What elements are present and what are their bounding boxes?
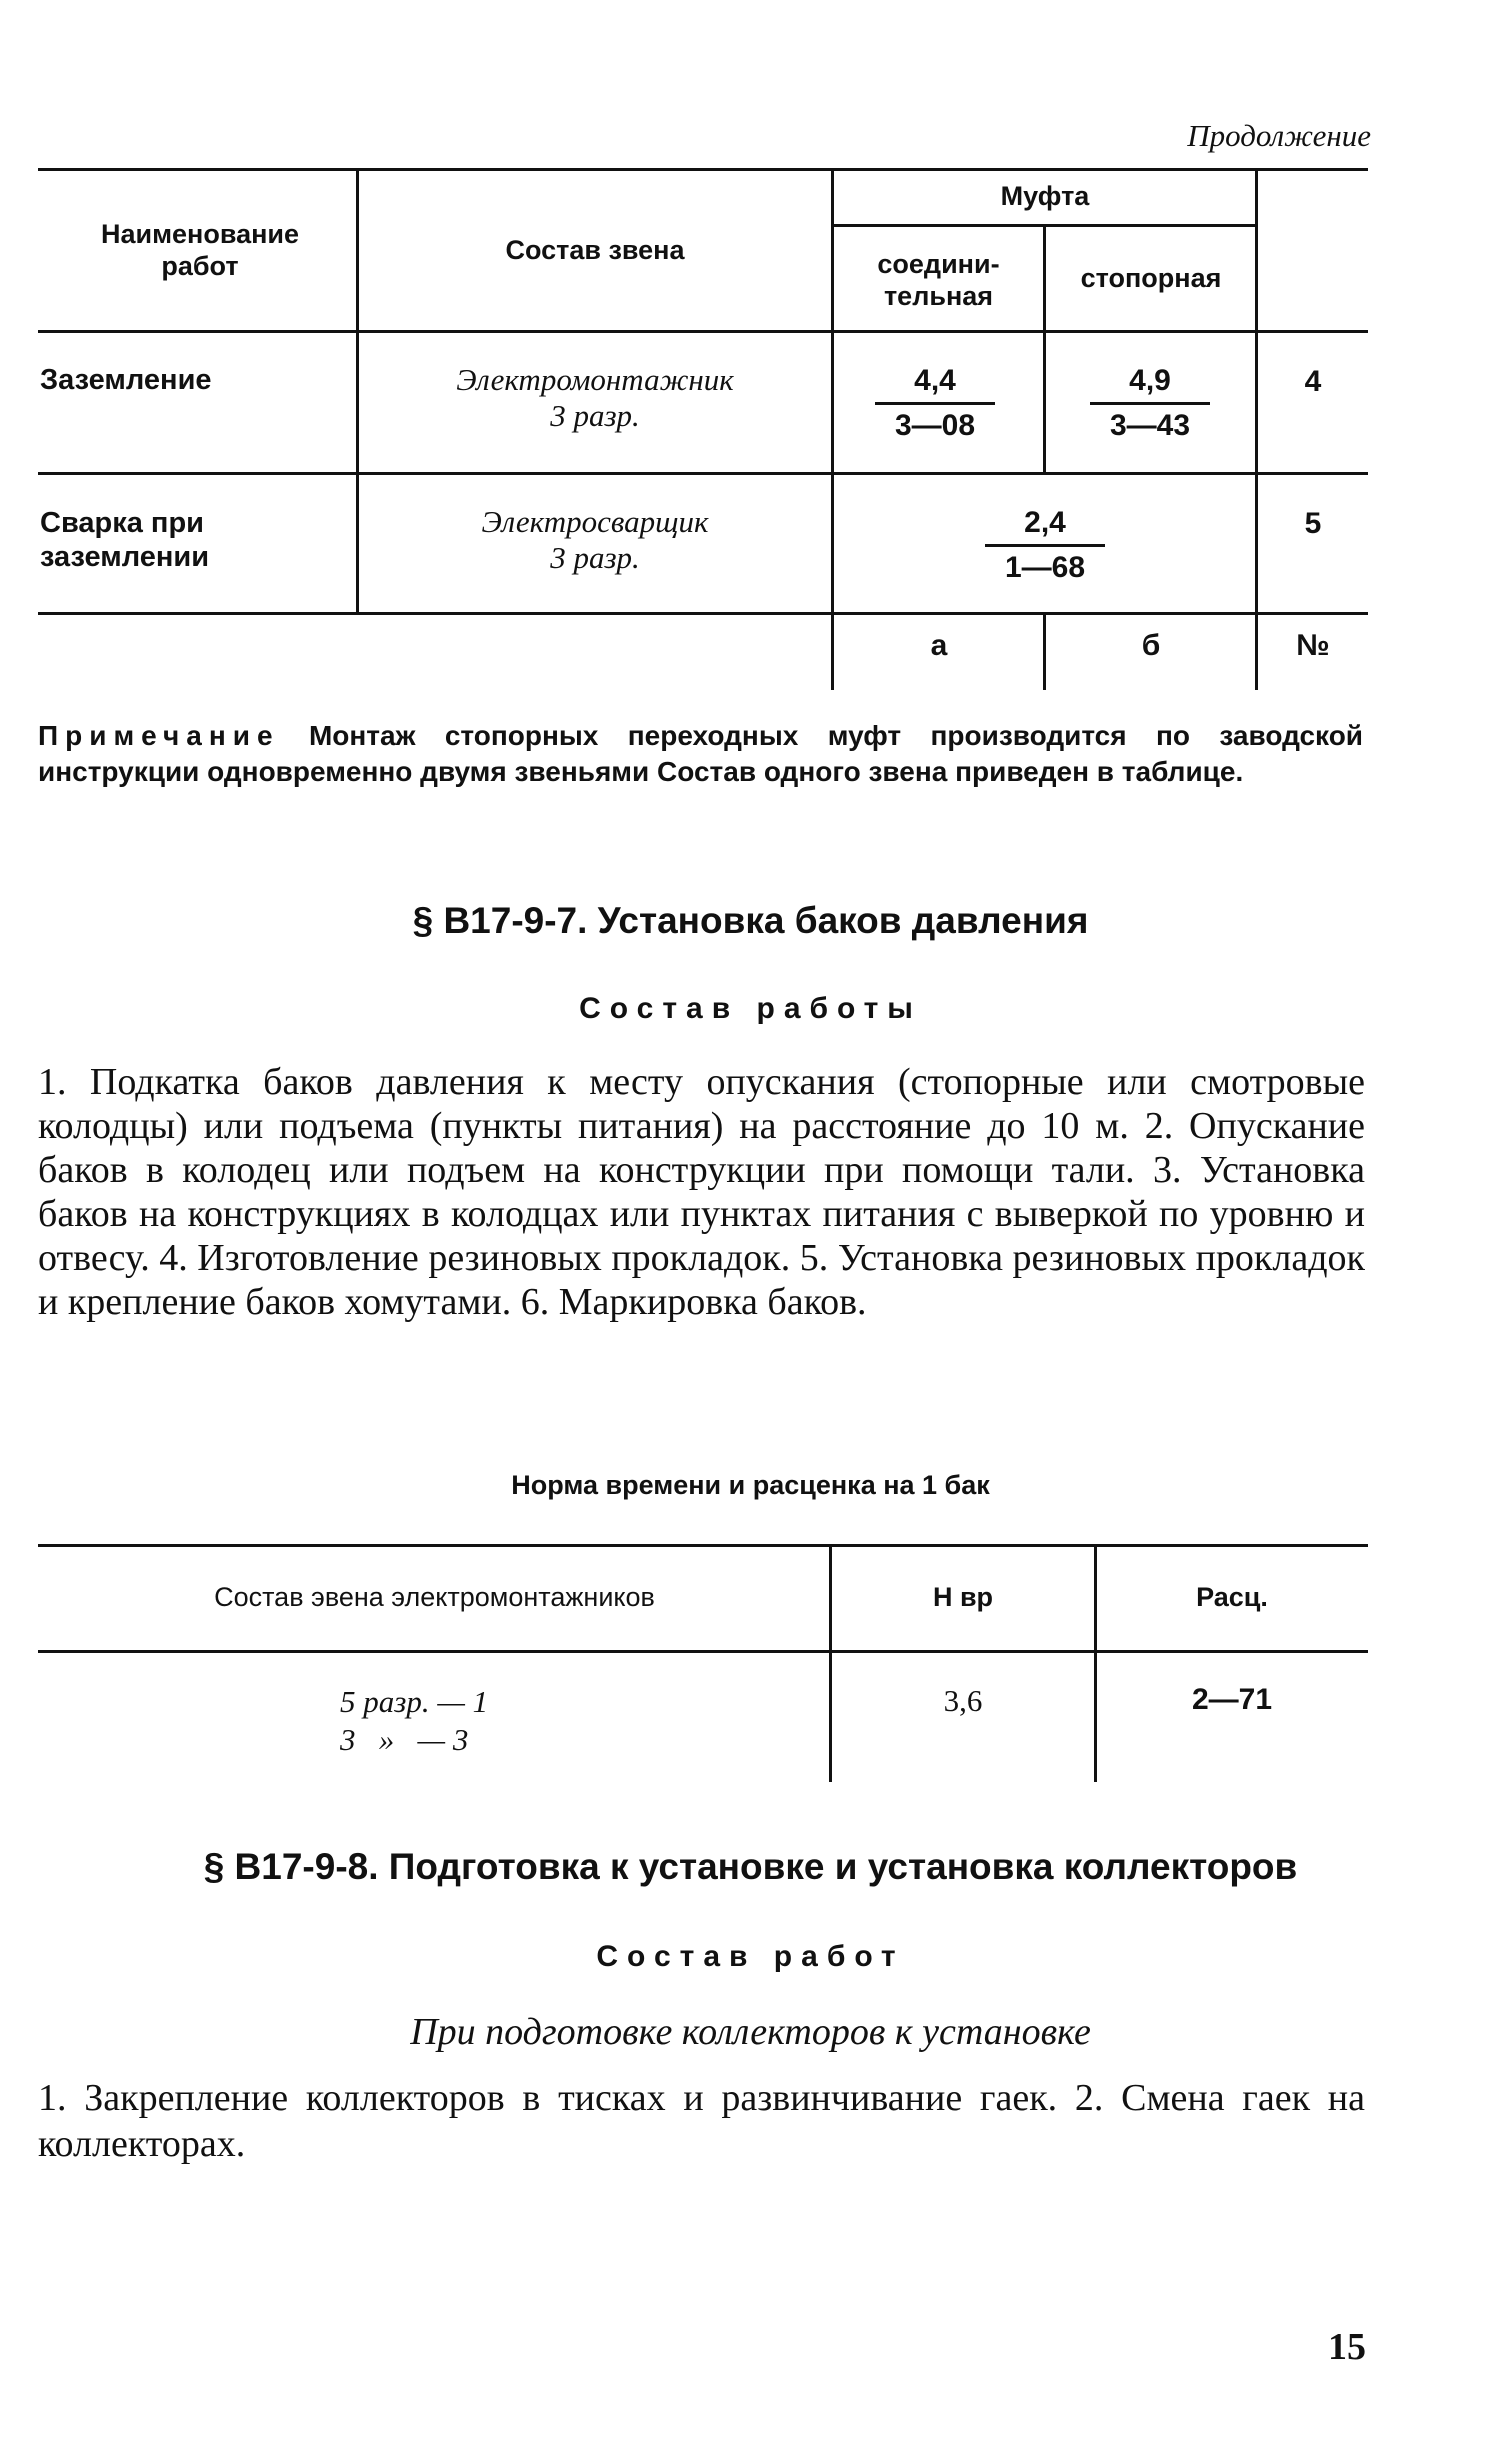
row1-connecting-value: [870, 362, 1000, 445]
row2-crew-line1: Электросварщик: [481, 504, 709, 539]
header-connecting: соедини-тельная: [877, 249, 1000, 311]
header-stop: стопорная: [1080, 263, 1222, 293]
crew-line2: 3 » — 3: [340, 1722, 469, 1757]
header-coupling: Муфта: [1000, 181, 1090, 211]
note-text: Монтаж стопорных переходных муфт производится по заводской инструкции одновременно двумя звеньями Состав одного звена приведен в таблице.: [38, 720, 1364, 787]
footer-b: б: [1141, 629, 1161, 662]
section8-body: 1. Закрепление коллекторов в тисках и развинчивание гаек. 2. Смена гаек на коллекторах.: [38, 2077, 1365, 2165]
note-lead: Примечание: [38, 720, 280, 751]
table-rule-top: [38, 1544, 1368, 1547]
section8-composition-heading: Состав работ: [596, 1940, 905, 1973]
table-col-divider: [1094, 1544, 1097, 1782]
table-rule-header: [38, 1650, 1368, 1653]
row1-crew-line1: Электромонтажник: [456, 362, 734, 397]
header-crew: Состав звена: [505, 235, 685, 265]
table-rule-row1: [38, 472, 1368, 475]
row1-crew: [360, 362, 830, 434]
fraction-bar: [1090, 402, 1210, 405]
header-time-norm: Н вр: [932, 1582, 994, 1612]
row2-rate: 1—68: [1004, 551, 1086, 584]
row1-b-rate: 3—43: [1109, 409, 1191, 442]
fraction-bar: [875, 402, 995, 405]
section8-title: § В17-9-8. Подготовка к установке и установка коллекторов: [203, 1846, 1298, 1887]
norm-title: Норма времени и расценка на 1 бак: [511, 1470, 990, 1500]
table-rule-top: [38, 168, 1368, 171]
rate-value: 2—71: [1191, 1683, 1273, 1716]
header-rate: Расц.: [1196, 1582, 1268, 1612]
table-rule-header: [38, 330, 1368, 333]
row2-crew: [360, 504, 830, 576]
table-col-divider: [831, 168, 834, 690]
crew-composition: [340, 1683, 488, 1759]
row2-work: Сварка при заземлении: [40, 507, 210, 573]
fraction-bar: [985, 544, 1105, 547]
row1-crew-line2: 3 разр.: [550, 398, 640, 433]
row1-a-rate: 3—08: [894, 409, 976, 442]
footer-a: а: [930, 629, 948, 662]
table-rule-row2: [38, 612, 1368, 615]
row1-number: 4: [1304, 365, 1322, 398]
table-col-divider: [829, 1544, 832, 1782]
footer-num: №: [1296, 629, 1330, 662]
row1-a-time: 4,4: [914, 364, 956, 397]
row2-coupling-value: [980, 504, 1110, 587]
table-col-divider: [1255, 168, 1258, 690]
row2-crew-line2: 3 разр.: [550, 540, 640, 575]
time-value: 3,6: [943, 1683, 983, 1718]
crew-line1: 5 разр. — 1: [340, 1684, 489, 1719]
table-note: [38, 718, 1363, 790]
row1-stop-value: [1085, 362, 1215, 445]
row2-time: 2,4: [1024, 506, 1066, 539]
section7-body: 1. Подкатка баков давления к месту опускания (стопорные или смотровые колодцы) или подъема (пункты питания) на расстояние до 10 м. 2. Опускание баков в колодец или подъем на конструкции при помощи тали. 3. Установка баков на конструкциях в колодцах или пунктах питания с выверкой по уровню и отвесу. 4. Изготовление резиновых прокладок. 5. Установка резиновых прокладок и крепление баков хомутами. 6. Маркировка баков.: [38, 1061, 1365, 1323]
table-col-divider: [356, 168, 359, 614]
page-number: 15: [1328, 2326, 1366, 2368]
row1-b-time: 4,9: [1129, 364, 1171, 397]
section7-title: § В17-9-7. Установка баков давления: [412, 900, 1089, 941]
section7-composition-heading: Состав работы: [579, 992, 922, 1025]
section8-subheading: При подготовке коллекторов к установке: [410, 2011, 1091, 2053]
header-work-name: Наименование работ: [100, 219, 300, 281]
row1-work: Заземление: [40, 364, 212, 396]
header-crew-composition: Состав эвена электромонтажников: [214, 1582, 655, 1612]
continuation-label: Продолжение: [1187, 118, 1371, 153]
row2-number: 5: [1304, 507, 1322, 540]
